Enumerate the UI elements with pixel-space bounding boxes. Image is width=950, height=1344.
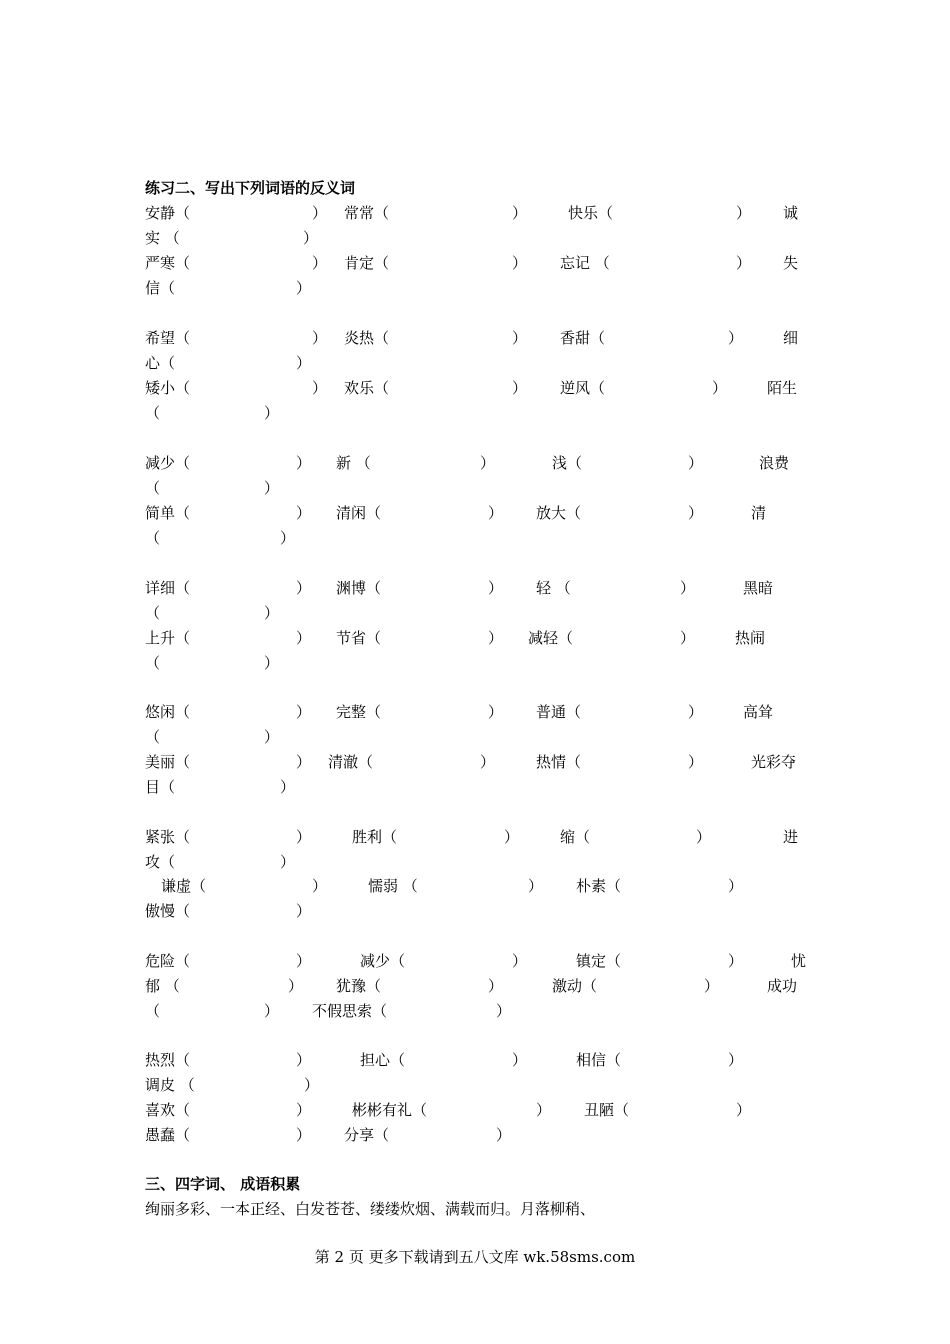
- word-item: ）: [688, 454, 704, 472]
- word-item: ）: [528, 877, 544, 895]
- exercise-line: [0, 576, 950, 601]
- exercise-line: [0, 850, 950, 875]
- word-item: 傲慢（: [145, 902, 191, 920]
- word-item: ）: [480, 454, 496, 472]
- word-item: 希望（: [145, 329, 191, 347]
- exercise-line: [0, 750, 950, 775]
- word-item: 成功: [767, 977, 798, 995]
- word-item: ）: [480, 753, 496, 771]
- word-item: 犹豫（: [336, 977, 382, 995]
- word-item: ）: [488, 504, 504, 522]
- word-item: ）: [736, 204, 752, 222]
- word-item: 彬彬有礼（: [352, 1101, 428, 1119]
- word-item: ）: [512, 254, 528, 272]
- word-item: 激动（: [552, 977, 598, 995]
- word-item: ）: [280, 778, 296, 796]
- exercise-line: [0, 626, 950, 651]
- word-item: ）: [688, 504, 704, 522]
- word-item: 危险（: [145, 952, 191, 970]
- word-item: ）: [296, 1101, 312, 1119]
- word-item: ）: [296, 1051, 312, 1069]
- word-item: ）: [688, 703, 704, 721]
- word-item: ）: [728, 1051, 744, 1069]
- word-item: 懦弱 （: [368, 877, 418, 895]
- exercise-line: [0, 1098, 950, 1123]
- exercise-line: [0, 974, 950, 999]
- word-item: 相信（: [576, 1051, 622, 1069]
- word-item: ）: [728, 329, 744, 347]
- word-item: ）: [280, 853, 296, 871]
- exercise-line: [0, 476, 950, 501]
- word-item: 逆风（: [560, 379, 606, 397]
- word-item: 浅（: [552, 454, 583, 472]
- word-item: ）: [296, 753, 312, 771]
- exercise-line: [0, 501, 950, 526]
- word-item: 常常（: [344, 204, 390, 222]
- word-item: ）: [512, 1051, 528, 1069]
- word-item: 缩（: [560, 828, 591, 846]
- word-item: ）: [712, 379, 728, 397]
- word-item: ）: [264, 604, 280, 622]
- word-item: 喜欢（: [145, 1101, 191, 1119]
- word-item: 胜利（: [352, 828, 398, 846]
- exercise-line: [0, 651, 950, 676]
- word-item: 郁 （: [145, 977, 180, 995]
- word-item: ）: [312, 877, 328, 895]
- word-item: ）: [312, 379, 328, 397]
- idiom-list: 绚丽多彩、一本正经、白发苍苍、缕缕炊烟、满载而归。月落柳稍、: [145, 1200, 596, 1218]
- word-item: 朴素（: [576, 877, 622, 895]
- word-item: （: [145, 654, 161, 672]
- word-item: 节省（: [336, 629, 382, 647]
- word-item: ）: [512, 204, 528, 222]
- word-item: ）: [504, 828, 520, 846]
- word-item: ）: [736, 1101, 752, 1119]
- word-item: 谦虚（: [161, 877, 207, 895]
- word-item: 简单（: [145, 504, 191, 522]
- word-item: 进: [783, 828, 799, 846]
- word-item: ）: [680, 629, 696, 647]
- word-item: ）: [512, 379, 528, 397]
- exercise-line: [0, 251, 950, 276]
- word-item: ）: [296, 504, 312, 522]
- word-item: ）: [488, 579, 504, 597]
- word-item: 热烈（: [145, 1051, 191, 1069]
- section-three-heading: 三、四字词、 成语积累: [145, 1175, 301, 1193]
- exercise-line: [0, 874, 950, 899]
- exercise-line: [0, 226, 950, 251]
- word-item: 诚: [783, 204, 799, 222]
- word-item: ）: [296, 454, 312, 472]
- word-item: 攻（: [145, 853, 176, 871]
- word-item: ）: [264, 404, 280, 422]
- word-item: ）: [280, 529, 296, 547]
- exercise-line: [0, 825, 950, 850]
- word-item: 炎热（: [344, 329, 390, 347]
- word-item: 担心（: [360, 1051, 406, 1069]
- exercise-line: [0, 1073, 950, 1098]
- word-item: 严寒（: [145, 254, 191, 272]
- word-item: ）: [296, 952, 312, 970]
- exercise-two-heading: 练习二、写出下列词语的反义词: [145, 179, 356, 197]
- word-item: ）: [488, 629, 504, 647]
- word-item: ）: [264, 654, 280, 672]
- word-item: ）: [303, 229, 319, 247]
- word-item: 心（: [145, 354, 176, 372]
- word-item: ）: [288, 977, 304, 995]
- word-item: 清闲（: [336, 504, 382, 522]
- word-item: 普通（: [536, 703, 582, 721]
- word-item: （: [145, 479, 161, 497]
- exercise-line: [0, 201, 950, 226]
- word-item: ）: [728, 877, 744, 895]
- word-item: ）: [496, 1002, 512, 1020]
- word-item: ）: [296, 902, 312, 920]
- word-item: ）: [296, 828, 312, 846]
- word-item: ）: [296, 579, 312, 597]
- exercise-line: [0, 401, 950, 426]
- word-item: ）: [696, 828, 712, 846]
- word-item: ）: [296, 703, 312, 721]
- exercise-line: [0, 276, 950, 301]
- word-item: 光彩夺: [751, 753, 797, 771]
- word-item: （: [145, 604, 161, 622]
- word-item: 实 （: [145, 229, 180, 247]
- word-item: 镇定（: [576, 952, 622, 970]
- word-item: （: [145, 404, 161, 422]
- word-item: ）: [680, 579, 696, 597]
- word-item: 愚蠢（: [145, 1126, 191, 1144]
- word-item: 肯定（: [344, 254, 390, 272]
- word-item: 细: [783, 329, 799, 347]
- exercise-line: [0, 526, 950, 551]
- word-item: 信（: [145, 279, 176, 297]
- word-item: 清: [751, 504, 767, 522]
- word-item: 欢乐（: [344, 379, 390, 397]
- word-item: ）: [296, 1126, 312, 1144]
- word-item: 上升（: [145, 629, 191, 647]
- word-item: ）: [296, 354, 312, 372]
- word-item: （: [145, 728, 161, 746]
- word-item: ）: [488, 977, 504, 995]
- word-item: 完整（: [336, 703, 382, 721]
- exercise-line: [0, 899, 950, 924]
- word-item: 忘记 （: [560, 254, 610, 272]
- word-item: 目（: [145, 778, 176, 796]
- word-item: 热闹: [735, 629, 766, 647]
- exercise-line: [0, 999, 950, 1024]
- word-item: ）: [296, 279, 312, 297]
- exercise-line: [0, 376, 950, 401]
- exercise-line: [0, 351, 950, 376]
- page-footer: 第 2 页 更多下载请到五八文库 wk.58sms.com: [314, 1248, 636, 1266]
- word-item: ）: [488, 703, 504, 721]
- word-item: 放大（: [536, 504, 582, 522]
- word-item: ）: [704, 977, 720, 995]
- word-item: 调皮 （: [145, 1076, 195, 1094]
- exercise-line: [0, 1123, 950, 1148]
- exercise-line: [0, 451, 950, 476]
- word-item: ）: [264, 479, 280, 497]
- word-item: 紧张（: [145, 828, 191, 846]
- word-item: 香甜（: [560, 329, 606, 347]
- word-item: 陌生: [767, 379, 798, 397]
- word-item: 高耸: [743, 703, 774, 721]
- word-item: 忧: [791, 952, 807, 970]
- word-item: 矮小（: [145, 379, 191, 397]
- word-item: ）: [296, 629, 312, 647]
- word-item: （: [145, 1002, 161, 1020]
- word-item: 减少（: [145, 454, 191, 472]
- word-item: ）: [736, 254, 752, 272]
- word-item: 丑陋（: [584, 1101, 630, 1119]
- word-item: （: [145, 529, 161, 547]
- word-item: ）: [728, 952, 744, 970]
- word-item: 分享（: [344, 1126, 390, 1144]
- word-item: 减轻（: [528, 629, 574, 647]
- word-item: 不假思索（: [312, 1002, 388, 1020]
- word-item: ）: [312, 329, 328, 347]
- word-item: ）: [496, 1126, 512, 1144]
- word-item: ）: [312, 204, 328, 222]
- word-item: ）: [536, 1101, 552, 1119]
- word-item: 详细（: [145, 579, 191, 597]
- word-item: 悠闲（: [145, 703, 191, 721]
- word-item: 渊博（: [336, 579, 382, 597]
- word-item: 安静（: [145, 204, 191, 222]
- word-item: 减少（: [360, 952, 406, 970]
- word-item: ）: [688, 753, 704, 771]
- word-item: 快乐（: [568, 204, 614, 222]
- word-item: ）: [264, 728, 280, 746]
- exercise-line: [0, 326, 950, 351]
- exercise-line: [0, 1048, 950, 1073]
- exercise-line: [0, 949, 950, 974]
- word-item: ）: [264, 1002, 280, 1020]
- word-item: ）: [512, 952, 528, 970]
- exercise-line: [0, 725, 950, 750]
- word-item: ）: [512, 329, 528, 347]
- word-item: 黑暗: [743, 579, 774, 597]
- word-item: ）: [312, 254, 328, 272]
- exercise-line: [0, 601, 950, 626]
- exercise-line: [0, 775, 950, 800]
- word-item: 热情（: [536, 753, 582, 771]
- word-item: 轻 （: [536, 579, 571, 597]
- word-item: ）: [304, 1076, 320, 1094]
- word-item: 失: [783, 254, 799, 272]
- word-item: 浪费: [759, 454, 790, 472]
- word-item: 新 （: [336, 454, 371, 472]
- word-item: 美丽（: [145, 753, 191, 771]
- word-item: 清澈（: [328, 753, 374, 771]
- exercise-line: [0, 700, 950, 725]
